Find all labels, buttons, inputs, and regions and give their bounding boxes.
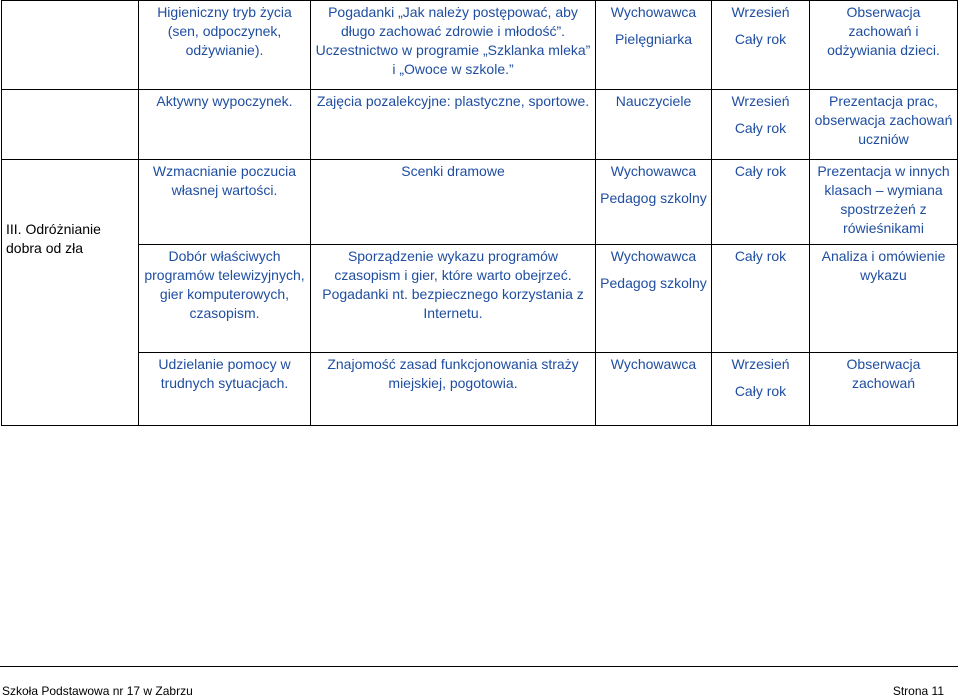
table-row [2, 1, 958, 90]
responsible-line: Wychowawca [610, 4, 697, 20]
responsible-line: Pielęgniarka [614, 31, 693, 47]
footer-page-number: Strona 11 [892, 684, 944, 698]
term-cell [712, 160, 810, 245]
table-row [2, 353, 958, 426]
responsible-cell [596, 245, 712, 353]
term-cell [712, 90, 810, 160]
activities-cell: Scenki dramowe [311, 160, 596, 245]
section-cell: III. Odróżnianie dobra od zła [2, 160, 139, 426]
table-row [2, 245, 958, 353]
activities-cell: Zajęcia pozalekcyjne: plastyczne, sportowe. [311, 90, 596, 160]
responsible-line: Pedagog szkolny [600, 190, 707, 206]
term-line: Cały rok [734, 248, 787, 264]
section-cell-empty [2, 1, 139, 90]
responsible-cell [596, 353, 712, 426]
term-line: Cały rok [734, 31, 787, 47]
term-line: Cały rok [734, 163, 787, 179]
term-line: Cały rok [734, 383, 787, 399]
topic-cell: Wzmacnianie poczucia własnej wartości. [139, 160, 311, 245]
responsible-line: Wychowawca [610, 248, 697, 264]
responsible-line: Pedagog szkolny [600, 275, 707, 291]
topic-cell: Higieniczny tryb życia (sen, odpoczynek, odżywianie). [139, 1, 311, 90]
activities-cell: Pogadanki „Jak należy postępować, aby długo zachować zdrowie i młodość”. Uczestnictwo w programie „Szklanka mleka” i „Owoce w szkole.” [311, 1, 596, 90]
term-line: Wrzesień [731, 356, 790, 372]
topic-cell: Aktywny wypoczynek. [139, 90, 311, 160]
evaluation-cell: Obserwacja zachowań i odżywiania dzieci. [810, 1, 958, 90]
topic-cell: Udzielanie pomocy w trudnych sytuacjach. [139, 353, 311, 426]
responsible-cell [596, 1, 712, 90]
responsible-line: Nauczyciele [615, 93, 692, 109]
table-row [2, 90, 958, 160]
term-line: Wrzesień [731, 93, 790, 109]
responsible-cell [596, 160, 712, 245]
table-row [2, 160, 958, 245]
term-cell [712, 353, 810, 426]
activities-cell: Znajomość zasad funkcjonowania straży miejskiej, pogotowia. [311, 353, 596, 426]
section-cell-empty [2, 90, 139, 160]
responsible-line: Wychowawca [610, 163, 697, 179]
evaluation-cell: Prezentacja prac, obserwacja zachowań uczniów [810, 90, 958, 160]
plan-table [1, 0, 958, 426]
term-line: Cały rok [734, 120, 787, 136]
page-footer [0, 666, 958, 698]
term-line: Wrzesień [731, 4, 790, 20]
responsible-line: Wychowawca [610, 356, 697, 372]
evaluation-cell: Prezentacja w innych klasach – wymiana spostrzeżeń z rówieśnikami [810, 160, 958, 245]
term-cell [712, 245, 810, 353]
term-cell [712, 1, 810, 90]
responsible-cell [596, 90, 712, 160]
evaluation-cell: Obserwacja zachowań [810, 353, 958, 426]
footer-school-name: Szkoła Podstawowa nr 17 w Zabrzu [2, 684, 193, 698]
topic-cell: Dobór właściwych programów telewizyjnych, gier komputerowych, czasopism. [139, 245, 311, 353]
evaluation-cell: Analiza i omówienie wykazu [810, 245, 958, 353]
activities-cell: Sporządzenie wykazu programów czasopism i gier, które warto obejrzeć. Pogadanki nt. bezpiecznego korzystania z Internetu. [311, 245, 596, 353]
